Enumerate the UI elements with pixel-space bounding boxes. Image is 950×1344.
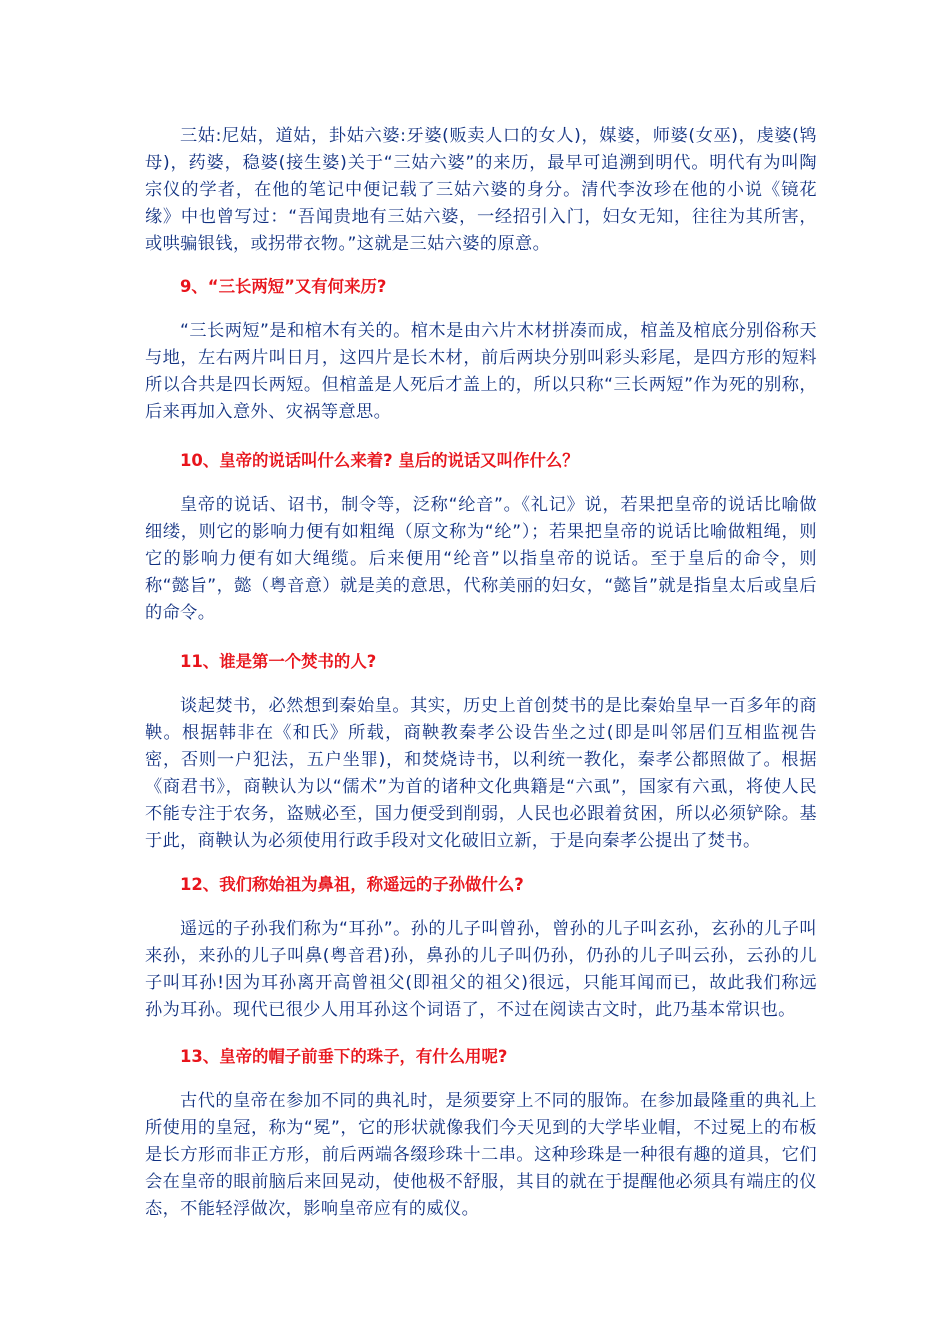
section-heading-12: 12、我们称始祖为鼻祖，称遥远的子孙做什么? xyxy=(180,875,524,894)
section-body-9: “三长两短”是和棺木有关的。棺木是由六片木材拼凑而成，棺盖及棺底分别俗称天与地，左右两片叫日月，这四片是长木材，前后两块分别叫彩头彩尾，是四方形的短料所以合共是四长两短。但棺盖是人死后才盖上的，所以只称“三长两短”作为死的别称，后来再加入意外、灾祸等意思。 xyxy=(145,321,817,422)
section-heading-9: 9、“三长两短”又有何来历? xyxy=(180,277,387,296)
section-body-13: 古代的皇帝在参加不同的典礼时，是须要穿上不同的服饰。在参加最隆重的典礼上所使用的皇冠，称为“冕”，它的形状就像我们今天见到的大学毕业帽，不过冕上的布板是长方形而非正方形，前后两端各缀珍珠十二串。这种珍珠是一种很有趣的道具，它们会在皇帝的眼前脑后来回晃动，使他极不舒服，其目的就在于提醒他必须具有端庄的仪态，不能轻浮做次，影响皇帝应有的威仪。 xyxy=(145,1091,817,1219)
section-body-12: 遥远的子孙我们称为“耳孙”。孙的儿子叫曾孙，曾孙的儿子叫玄孙，玄孙的儿子叫来孙，来孙的儿子叫鼻(粤音君)孙，鼻孙的儿子叫仍孙，仍孙的儿子叫云孙，云孙的儿子叫耳孙!因为耳孙离开高曾祖父(即祖父的祖父)很远，只能耳闻而已，故此我们称远孙为耳孙。现代已很少人用耳孙这个词语了，不过在阅读古文时，此乃基本常识也。 xyxy=(145,919,817,1020)
section-heading-10: 10、皇帝的说话叫什么来着? 皇后的说话又叫作什么？ xyxy=(180,451,579,470)
section-body-11: 谈起焚书，必然想到秦始皇。其实，历史上首创焚书的是比秦始皇早一百多年的商鞅。根据韩非在《和氏》所载，商鞅教秦孝公设告坐之过(即是叫邻居们互相监视告密，否则一户犯法，五户坐罪)，和焚烧诗书，以利统一教化，秦孝公都照做了。根据《商君书》，商鞅认为以“儒术”为首的诸种文化典籍是“六虱”，国家有六虱，将使人民不能专注于农务，盗贼必至，国力便受到削弱，人民也必跟着贫困，所以必须铲除。基于此，商鞅认为必须使用行政手段对文化破旧立新，于是向秦孝公提出了焚书。 xyxy=(145,696,817,851)
section-heading-13: 13、皇帝的帽子前垂下的珠子，有什么用呢? xyxy=(180,1047,508,1066)
section-body-10: 皇帝的说话、诏书，制令等，泛称“纶音”。《礼记》说，若果把皇帝的说话比喻做细缕，则它的影响力便有如粗绳（原文称为“纶”）；若果把皇帝的说话比喻做粗绳，则它的影响力便有如大绳缆。后来便用“纶音”以指皇帝的说话。至于皇后的命令，则称“懿旨”，懿（粤音意）就是美的意思，代称美丽的妇女，“懿旨”就是指皇太后或皇后的命令。 xyxy=(145,495,817,623)
section-heading-11: 11、谁是第一个焚书的人? xyxy=(180,652,377,671)
intro-paragraph: 三姑:尼姑，道姑，卦姑六婆:牙婆(贩卖人口的女人)，媒婆，师婆(女巫)，虔婆(鸨母)，药婆，稳婆(接生婆)关于“三姑六婆”的来历，最早可追溯到明代。明代有为叫陶宗仪的学者，在他的笔记中便记载了三姑六婆的身分。清代李汝珍在他的小说《镜花缘》中也曾写过：“吾闻贵地有三姑六婆，一经招引入门，妇女无知，往往为其所害，或哄骗银钱，或拐带衣物。”这就是三姑六婆的原意。 xyxy=(145,126,817,254)
